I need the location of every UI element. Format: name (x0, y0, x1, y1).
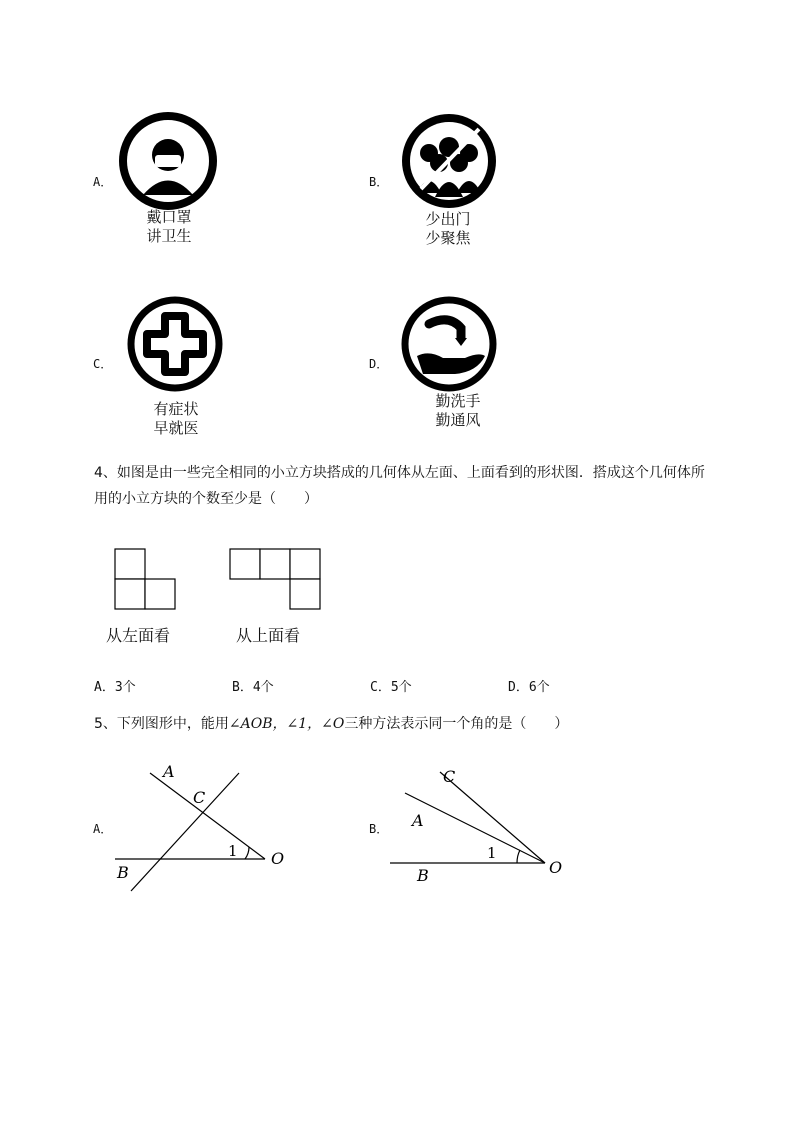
option-d-caption-line1: 勤洗手 (435, 392, 481, 410)
label-o: O (549, 858, 563, 877)
option-b-letter: B． (369, 175, 389, 189)
left-view-label: 从左面看 (106, 626, 171, 645)
question-5-math: ∠AOB，∠1，∠O (228, 716, 345, 732)
option-c-caption-line2: 早就医 (153, 419, 199, 437)
label-one: 1 (228, 842, 238, 860)
top-view-square (290, 579, 320, 609)
top-view-square (290, 549, 320, 579)
medical-cross-icon (125, 294, 225, 394)
option-b-caption (398, 210, 498, 248)
answer-b: B．4个 (232, 680, 274, 695)
left-view-square (145, 579, 175, 609)
q5-figure-a (105, 755, 295, 900)
question-4-text (94, 460, 744, 512)
option-a-caption-line1: 戴口罩 (146, 208, 192, 226)
left-view-square (115, 549, 145, 579)
question-4-line1: 4、如图是由一些完全相同的小立方块搭成的几何体从左面、上面看到的形状图．搭成这个几何体所 (94, 465, 705, 481)
option-c-letter: C． (93, 357, 113, 371)
q5-figure-b (385, 760, 575, 890)
option-b-caption-line2: 少聚焦 (425, 229, 471, 247)
question-5-text-pre: 5、下列图形中，能用 (94, 716, 229, 732)
label-a: A (163, 762, 175, 781)
ray-oa (405, 793, 545, 863)
option-a-caption (119, 208, 219, 246)
ray-oa (150, 773, 265, 859)
left-view-square (115, 579, 145, 609)
answer-a: A．3个 (94, 680, 136, 695)
q5-option-a-letter: A． (93, 822, 113, 836)
transversal-line (131, 773, 239, 891)
option-d-caption-line2: 勤通风 (435, 411, 481, 429)
option-d-letter: D． (369, 357, 389, 371)
mask-person-icon (118, 111, 218, 211)
label-a: A (412, 811, 424, 830)
label-b: B (417, 866, 429, 885)
hand-washing-icon (399, 294, 499, 394)
answer-c: C．5个 (370, 680, 412, 695)
option-c-caption (126, 400, 226, 438)
top-view-figure (225, 545, 330, 615)
question-5-text-post: 三种方法表示同一个角的是（ ） (344, 716, 569, 732)
question-4-line2: 用的小立方块的个数至少是（ ） (94, 491, 318, 507)
label-c: C (193, 788, 206, 807)
angle-arc (245, 847, 249, 859)
label-o: O (271, 849, 285, 868)
top-view-label: 从上面看 (236, 626, 301, 645)
no-crowd-icon (399, 111, 499, 211)
option-d-caption (408, 392, 508, 430)
answer-d: D．6个 (508, 680, 550, 695)
top-view-square (230, 549, 260, 579)
option-b-caption-line1: 少出门 (425, 210, 471, 228)
label-b: B (117, 863, 129, 882)
left-view-figure (110, 545, 190, 615)
q5-option-b-letter: B． (369, 822, 389, 836)
angle-arc (517, 850, 520, 863)
option-a-caption-line2: 讲卫生 (146, 227, 192, 245)
question-5-text (94, 711, 744, 737)
option-c-caption-line1: 有症状 (153, 400, 199, 418)
label-one: 1 (487, 844, 497, 862)
option-a-letter: A． (93, 175, 113, 189)
label-c: C (443, 767, 456, 786)
top-view-square (260, 549, 290, 579)
